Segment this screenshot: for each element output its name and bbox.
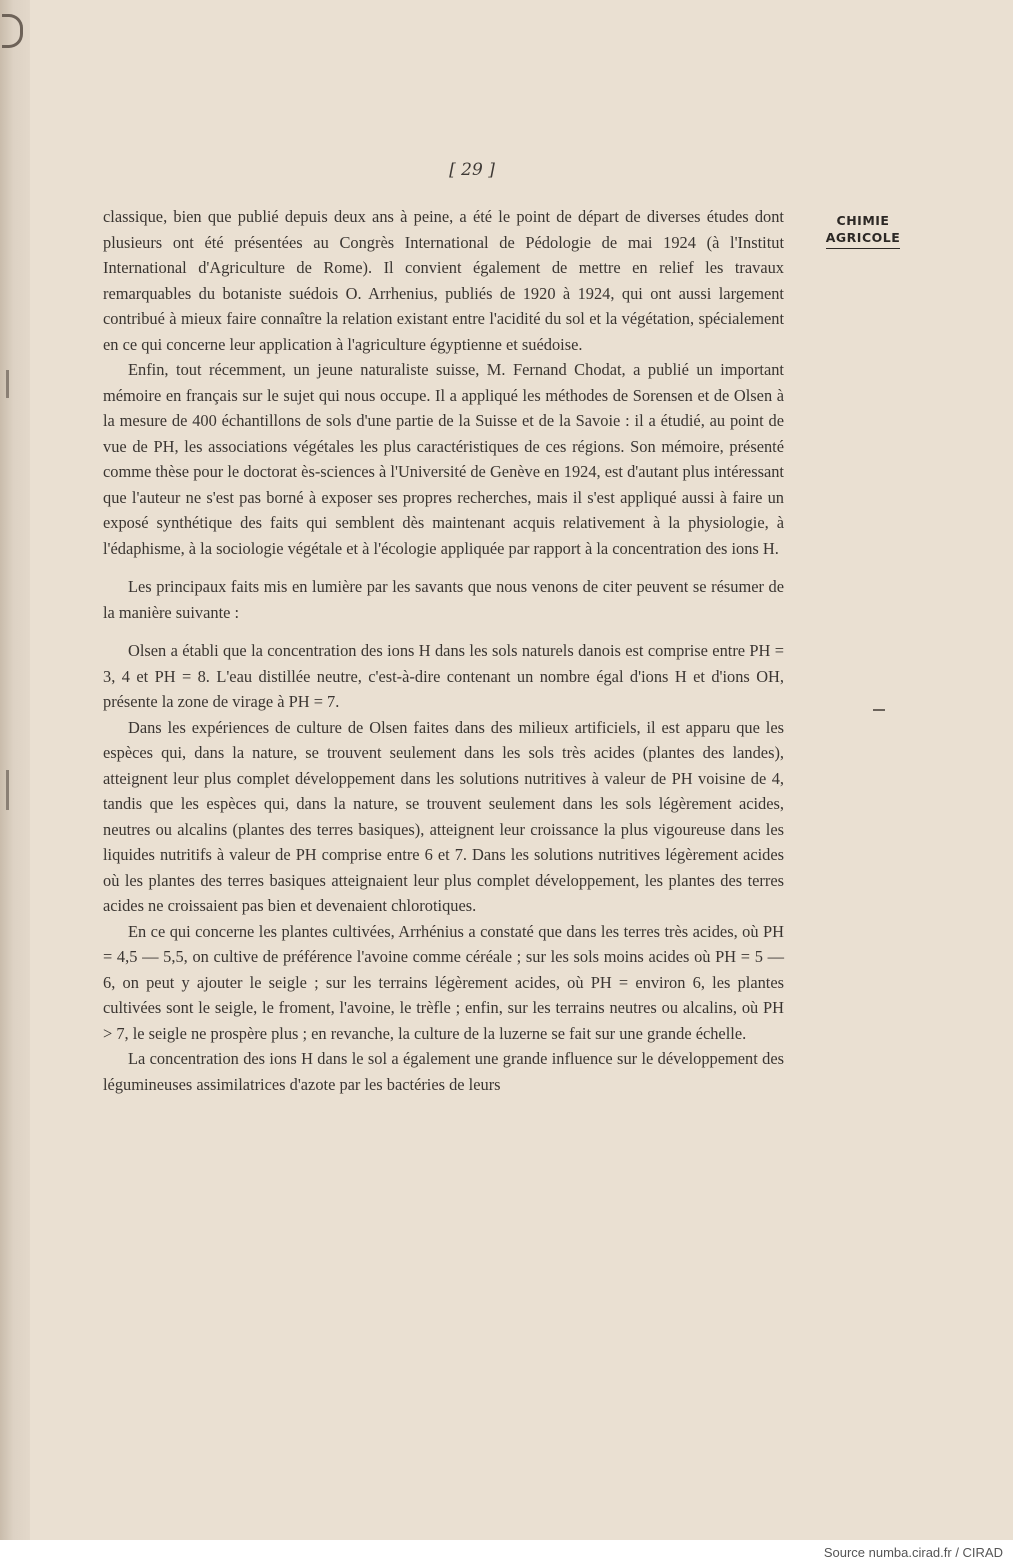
footer-bar bbox=[0, 1540, 1013, 1566]
body-text bbox=[103, 204, 784, 1097]
margin-mark bbox=[873, 709, 885, 711]
page-curl-mark bbox=[2, 14, 23, 48]
paragraph: Les principaux faits mis en lumière par les savants que nous venons de citer peuvent se résumer de la manière suivante : bbox=[103, 577, 784, 622]
paragraph: classique, bien que publié depuis deux ans à peine, a été le point de départ de diverses études dont plusieurs ont été présentées au Congrès International de Pédologie de mai 1924 (à l'Institut International d'Agriculture de Rome). Il convient également de mettre en relief les travaux remarquables du botaniste suédois O. Arrhenius, publiés de 1920 à 1924, qui ont aussi largement contribué à mieux faire connaître la relation existant entre l'acidité du sol et la végétation, spécialement en ce qui concerne leur application à l'agriculture égyptienne et suédoise. bbox=[103, 207, 784, 354]
page-number: [ 29 ] bbox=[449, 160, 495, 180]
section-label-line1: CHIMIE bbox=[836, 213, 890, 228]
book-spine-edge bbox=[0, 0, 30, 1540]
source-credit: Source numba.cirad.fr / CIRAD bbox=[823, 1545, 1003, 1560]
paragraph: En ce qui concerne les plantes cultivées, Arrhénius a constaté que dans les terres très acides, où PH = 4,5 — 5,5, on cultive de préférence l'avoine comme céréale ; sur les sols moins acides où PH = 5 — 6, on peut y ajouter le seigle ; sur les terrains légèrement acides, où PH = environ 6, les plantes cultivées sont le seigle, le froment, l'avoine, le trèfle ; enfin, sur les terrains neutres ou alcalins, où PH > 7, le seigle ne prospère plus ; en revanche, la culture de la luzerne se fait sur une grande échelle. bbox=[103, 921, 784, 1043]
paragraph: Olsen a établi que la concentration des ions H dans les sols naturels danois est comprise entre PH = 3, 4 et PH = 8. L'eau distillée neutre, c'est-à-dire contenant un nombre égal d'ions H et d'ions OH, présente la zone de virage à PH = 7. bbox=[103, 641, 784, 711]
paragraph: La concentration des ions H dans le sol a également une grande influence sur le développement des légumineuses assimilatrices d'azote par les bactéries de leurs bbox=[103, 1049, 784, 1094]
section-label-line2: AGRICOLE bbox=[826, 229, 901, 249]
section-label bbox=[816, 212, 910, 249]
spine-mark bbox=[6, 770, 9, 810]
paragraph: Dans les expériences de culture de Olsen faites dans des milieux artificiels, il est apparu que les espèces qui, dans la nature, se trouvent seulement dans les sols très acides (plantes des landes), atteignent leur plus complet développement dans les solutions nutritives à valeur de PH voisine de 4, tandis que les espèces qui, dans la nature, se trouvent seulement dans les sols légèrement acides, neutres ou alcalins (plantes des terres basiques), atteignent leur croissance la plus vigoureuse dans les liquides nutritifs à valeur de PH comprise entre 6 et 7. Dans les solutions nutritives légèrement acides où les plantes des terres basiques atteignaient leur plus complet développement, les plantes des terres acides ne croissaient pas bien et devenaient chlorotiques. bbox=[103, 717, 784, 915]
document-page bbox=[30, 0, 1013, 1540]
spine-mark bbox=[6, 370, 9, 398]
paragraph: Enfin, tout récemment, un jeune naturaliste suisse, M. Fernand Chodat, a publié un important mémoire en français sur le sujet qui nous occupe. Il a appliqué les méthodes de Sorensen et de Olsen à la mesure de 400 échantillons de sols d'une partie de la Suisse et de la Savoie : il a étudié, au point de vue de PH, les associations végétales les plus caractéristiques de ces régions. Son mémoire, présenté comme thèse pour le doctorat ès-sciences à l'Université de Genève en 1924, est d'autant plus intéressant que l'auteur ne s'est pas borné à exposer ses propres recherches, mais il s'est appliqué aussi à faire un exposé synthétique des faits qui semblent dès maintenant acquis relativement à la physiologie, à l'édaphisme, à la sociologie végétale et à l'écologie appliquée par rapport à la concentration des ions H. bbox=[103, 360, 784, 558]
